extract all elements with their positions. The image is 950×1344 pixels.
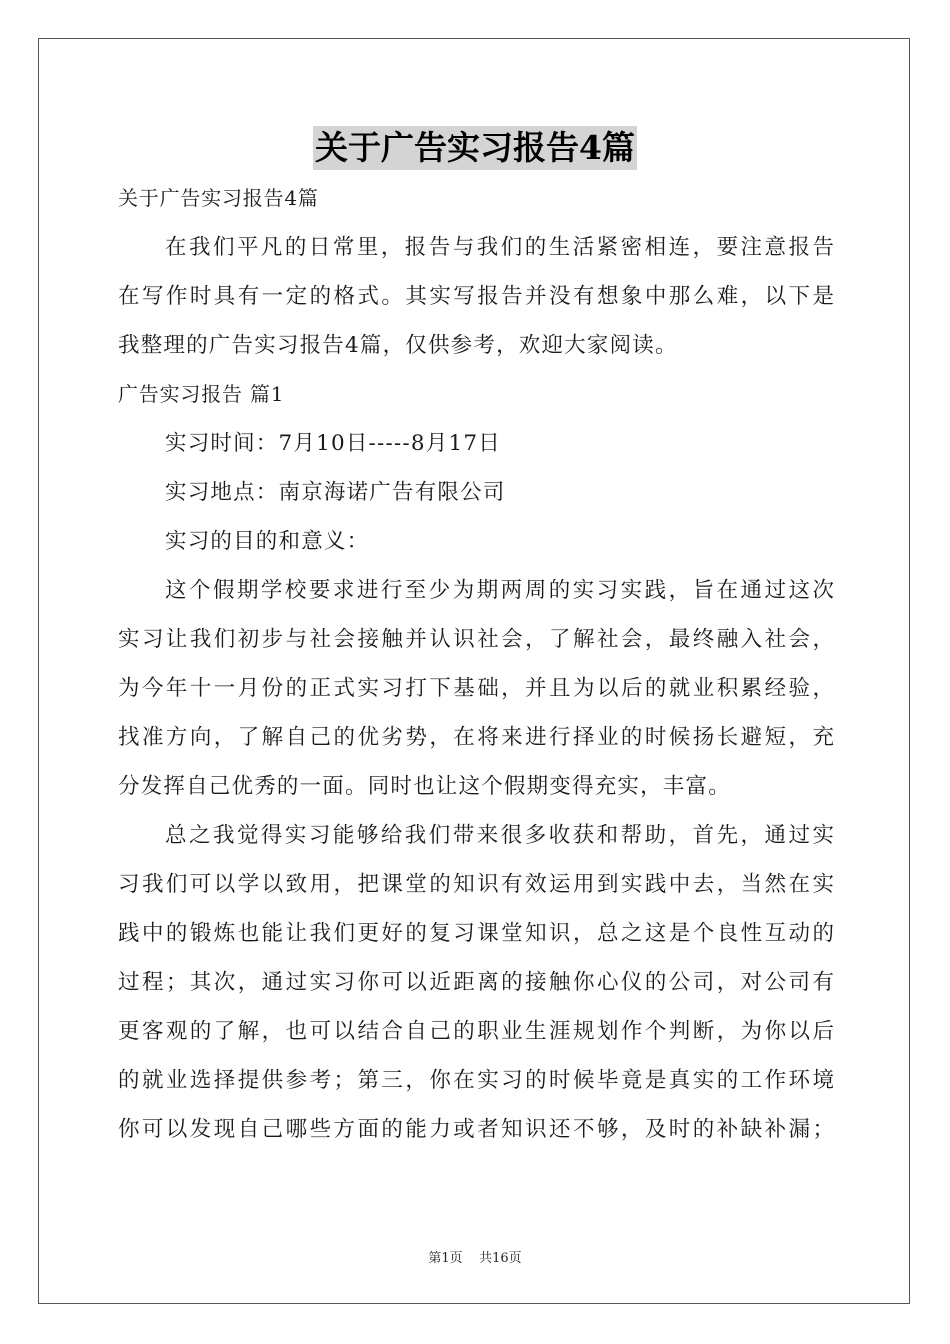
paragraph-line: 实习让我们初步与社会接触并认识社会，了解社会，最终融入社会， (118, 627, 834, 652)
internship-place: 实习地点：南京海诺广告有限公司 (165, 480, 506, 505)
paragraph-line: 这个假期学校要求进行至少为期两周的实习实践，旨在通过这次 (165, 578, 834, 603)
document-title: 关于广告实习报告4篇 (313, 126, 637, 170)
intro-line: 在写作时具有一定的格式。其实写报告并没有想象中那么难，以下是 (118, 284, 834, 309)
page-total: 共16页 (479, 1251, 522, 1266)
page-number: 第1页 (428, 1251, 463, 1266)
paragraph-line: 分发挥自己优秀的一面。同时也让这个假期变得充实，丰富。 (118, 774, 731, 799)
paragraph-line: 习我们可以学以致用，把课堂的知识有效运用到实践中去，当然在实 (118, 872, 834, 897)
paragraph-line: 践中的锻炼也能让我们更好的复习课堂知识，总之这是个良性互动的 (118, 921, 834, 946)
title-area (0, 126, 950, 170)
section-heading: 广告实习报告 篇1 (118, 382, 285, 406)
intro-line: 在我们平凡的日常里，报告与我们的生活紧密相连，要注意报告 (165, 235, 834, 260)
paragraph-line: 你可以发现自己哪些方面的能力或者知识还不够，及时的补缺补漏； (118, 1117, 834, 1142)
internship-time: 实习时间：7月10日-----8月17日 (165, 431, 501, 456)
paragraph-line: 更客观的了解，也可以结合自己的职业生涯规划作个判断，为你以后 (118, 1019, 834, 1044)
paragraph-line: 过程；其次，通过实习你可以近距离的接触你心仪的公司，对公司有 (118, 970, 834, 995)
purpose-label: 实习的目的和意义： (165, 529, 370, 554)
paragraph-line: 找准方向，了解自己的优劣势，在将来进行择业的时候扬长避短，充 (118, 725, 834, 750)
paragraph-line: 总之我觉得实习能够给我们带来很多收获和帮助，首先，通过实 (165, 823, 834, 848)
document-body (118, 174, 834, 1154)
paragraph-line: 为今年十一月份的正式实习打下基础，并且为以后的就业积累经验， (118, 676, 834, 701)
page-footer (0, 1247, 950, 1266)
document-subtitle: 关于广告实习报告4篇 (118, 186, 319, 210)
intro-line: 我整理的广告实习报告4篇，仅供参考，欢迎大家阅读。 (118, 333, 678, 358)
paragraph-line: 的就业选择提供参考；第三，你在实习的时候毕竟是真实的工作环境 (118, 1068, 834, 1093)
